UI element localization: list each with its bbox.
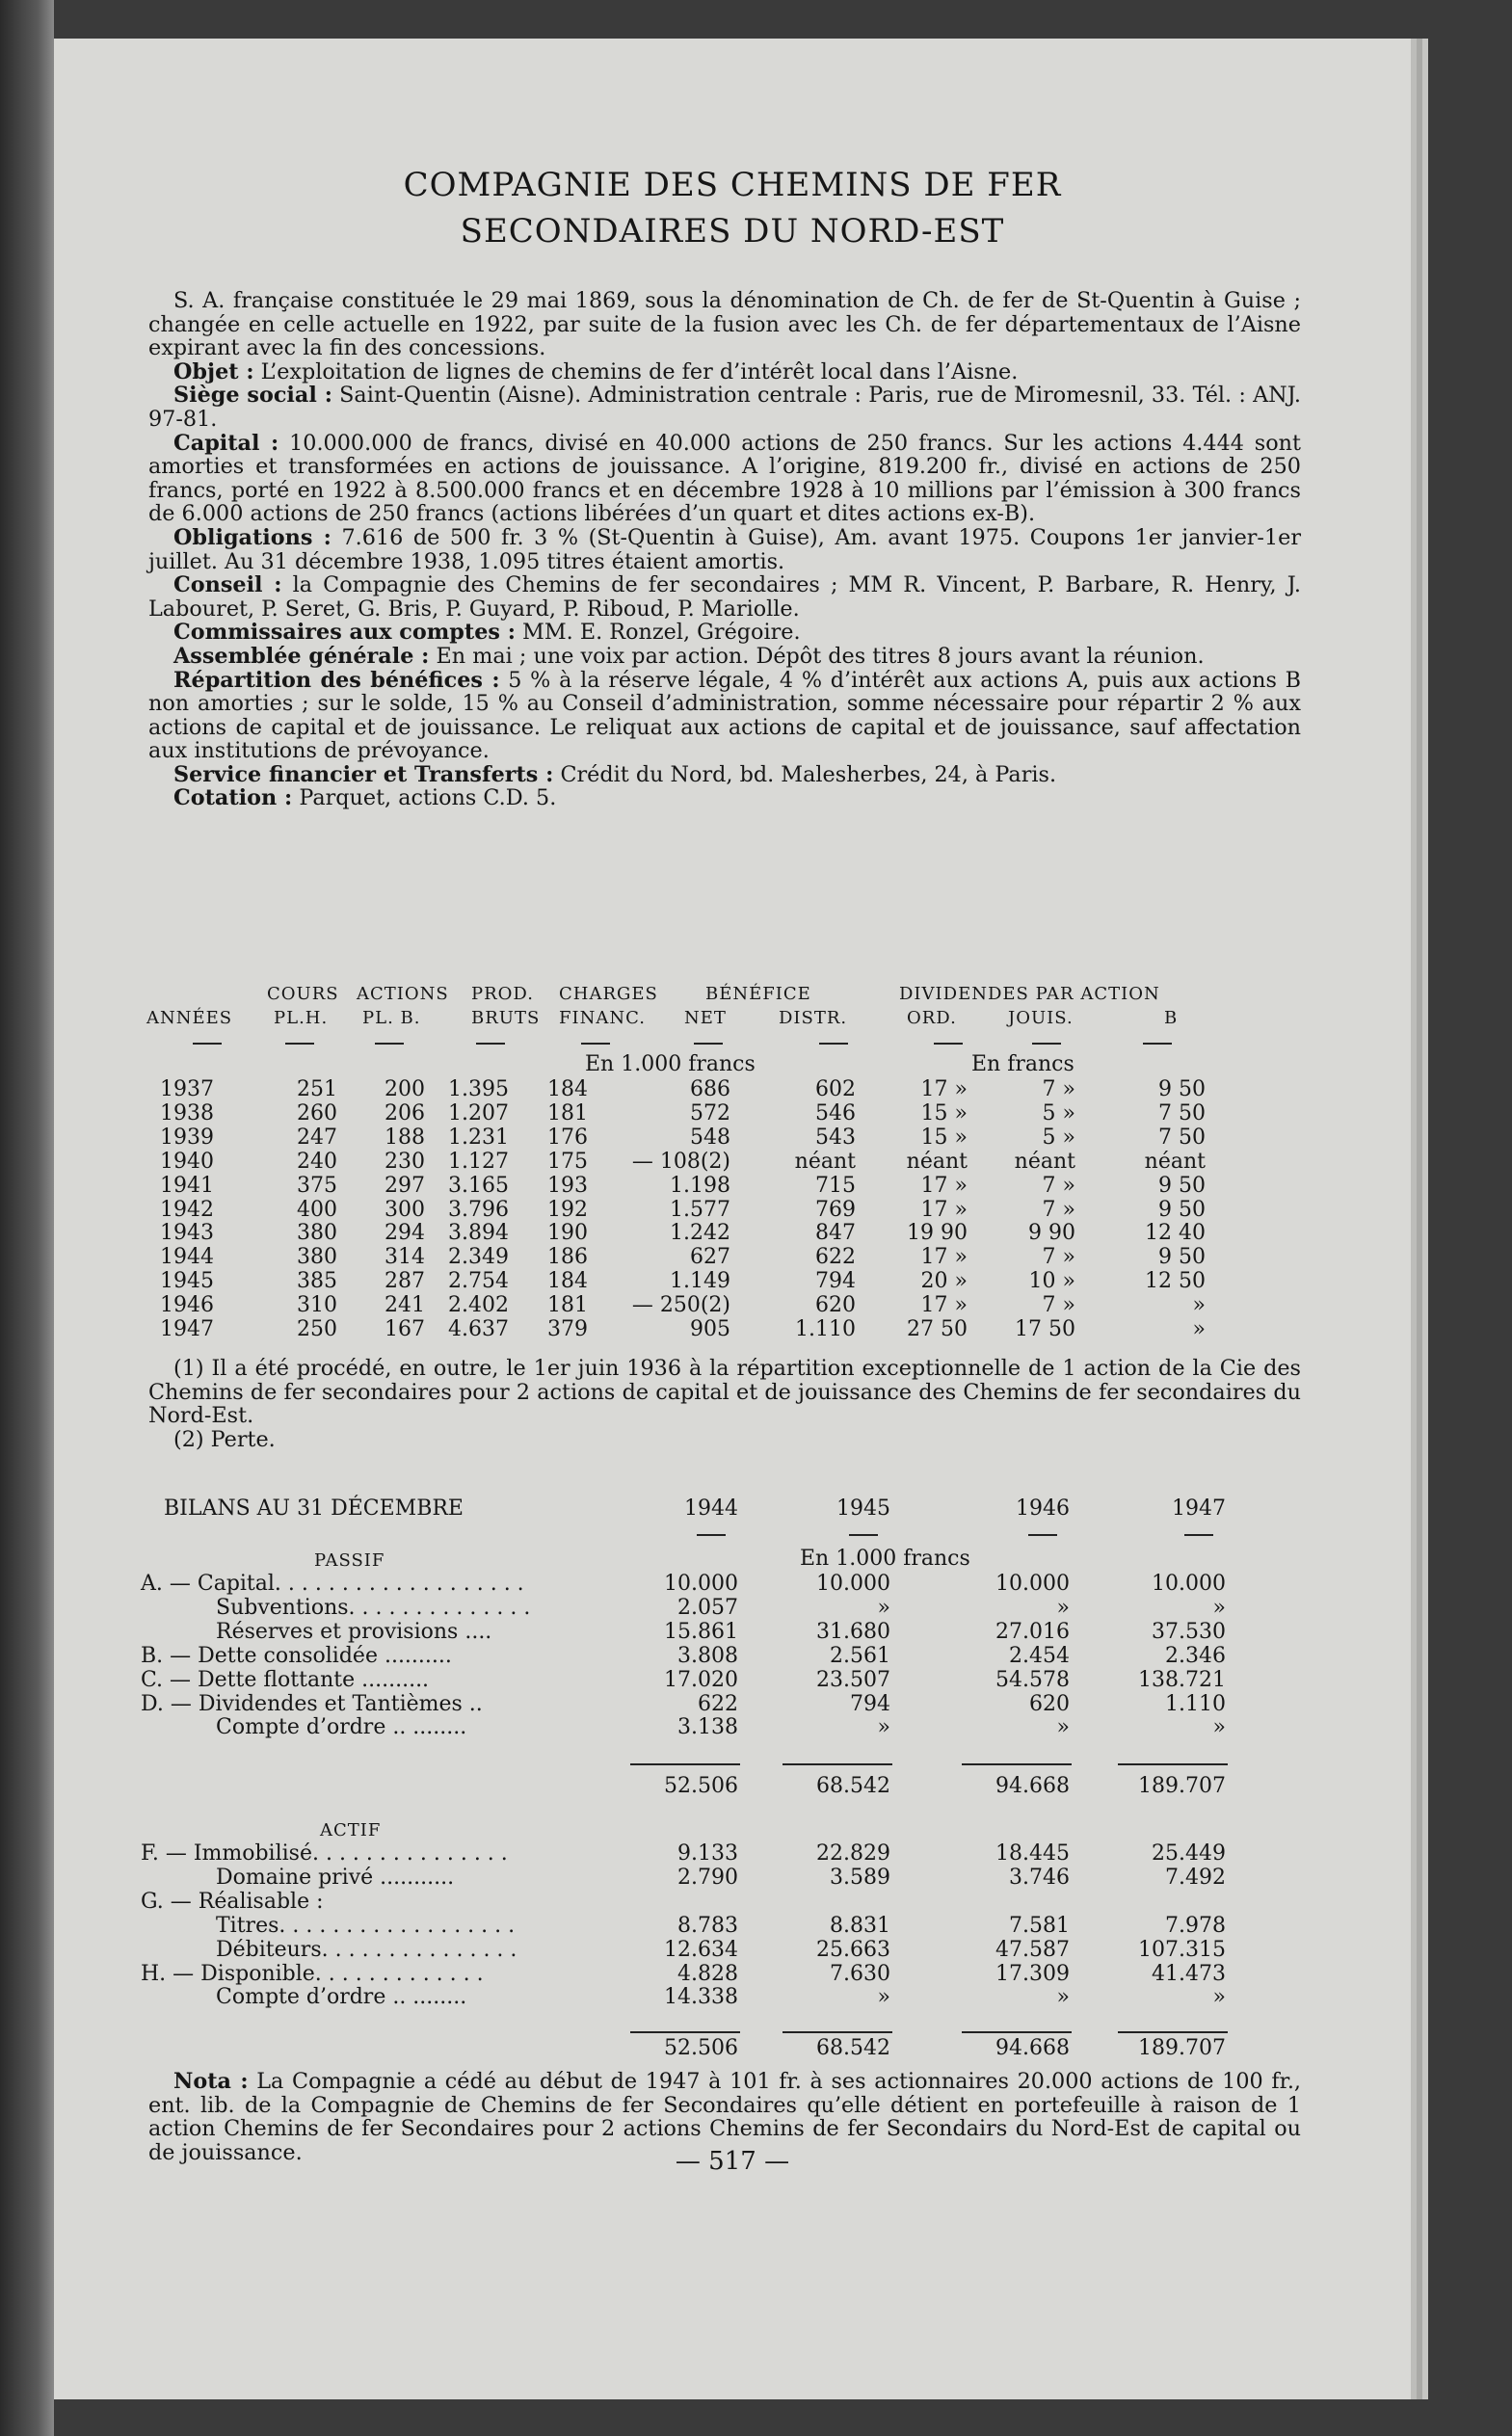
table-cell: 7 »: [1042, 1293, 1075, 1318]
bilans-total: 189.707: [1138, 2036, 1226, 2060]
header-dash: [694, 1043, 723, 1045]
bilans-row-label: Subventions. . . . . . . . . . . . . .: [216, 1595, 531, 1620]
bilans-cell: 25.449: [1152, 1841, 1226, 1866]
info-section: [148, 645, 1301, 669]
bilans-table: [54, 1492, 1411, 2070]
section-label: Conseil :: [173, 572, 282, 598]
table-cell: 9 50: [1158, 1197, 1206, 1222]
total-rule: [1118, 2031, 1228, 2033]
table-cell: néant: [1144, 1149, 1206, 1174]
table-cell: 184: [547, 1269, 588, 1294]
header-b: B: [1164, 1008, 1179, 1028]
table-cell: 1.395: [448, 1077, 509, 1101]
scan-edge: [0, 0, 54, 2436]
table-cell: 3.165: [448, 1173, 509, 1198]
bilans-cell: 7.581: [1009, 1913, 1070, 1938]
bilans-cell: 794: [850, 1691, 890, 1716]
table-cell: 12 40: [1145, 1221, 1206, 1246]
table-cell: 1.231: [448, 1125, 509, 1150]
bilans-row-label: Compte d’ordre .. ........: [216, 1985, 467, 2010]
table-cell: 1.207: [448, 1100, 509, 1125]
bilans-row-label: G. — Réalisable :: [141, 1889, 324, 1914]
bilans-year: 1947: [1172, 1496, 1226, 1521]
actif-label: ACTIF: [320, 1820, 382, 1840]
page-title-line-1: COMPAGNIE DES CHEMINS DE FER: [403, 166, 1062, 204]
table-cell: 2.754: [448, 1269, 509, 1294]
year-dash: [849, 1534, 878, 1536]
header-cours: COURS: [267, 984, 339, 1004]
bilans-cell: 10.000: [1152, 1572, 1226, 1596]
bilans-cell: »: [1212, 1985, 1226, 2010]
table-cell: 1.198: [670, 1173, 730, 1198]
header-distr: DISTR.: [779, 1008, 848, 1028]
table-cell: 375: [297, 1173, 337, 1198]
table-cell: 380: [297, 1221, 337, 1246]
bilans-row-label: Réserves et provisions ....: [216, 1619, 492, 1644]
table-cell: 17 »: [920, 1077, 968, 1101]
bilans-cell: »: [877, 1985, 890, 2010]
section-label: Commissaires aux comptes :: [173, 620, 516, 646]
table-cell: 7 50: [1158, 1125, 1206, 1150]
header-prod: PROD.: [471, 984, 534, 1004]
bilans-cell: 37.530: [1152, 1619, 1226, 1644]
unit-left: En 1.000 francs: [585, 1052, 756, 1076]
table-cell: 15 »: [920, 1100, 968, 1125]
info-section: [148, 526, 1301, 573]
bilans-row-label: Débiteurs. . . . . . . . . . . . . . .: [216, 1937, 517, 1962]
bilans-year: 1946: [1016, 1496, 1070, 1521]
table-cell: 300: [385, 1197, 425, 1222]
footnote-2: (2) Perte.: [173, 1426, 276, 1452]
company-description: [148, 289, 1301, 810]
table-cell-year: 1941: [160, 1173, 214, 1198]
table-cell: 9 90: [1028, 1221, 1075, 1246]
table-cell: 17 »: [920, 1197, 968, 1222]
info-section: [148, 669, 1301, 763]
bilans-total: 52.506: [664, 1774, 738, 1798]
table-cell: 627: [690, 1245, 730, 1270]
page-title-line-2: SECONDAIRES DU NORD-EST: [460, 212, 1005, 251]
table-cell-year: 1938: [160, 1100, 214, 1125]
bilans-cell: »: [877, 1715, 890, 1740]
table-cell: 192: [547, 1197, 588, 1222]
section-label: Siège social :: [173, 383, 332, 409]
bilans-total: 68.542: [816, 2036, 890, 2060]
bilans-cell: 3.746: [1009, 1865, 1070, 1890]
table-cell: 27 50: [907, 1317, 968, 1341]
section-label: Cotation :: [173, 785, 293, 811]
bilans-cell: 7.492: [1165, 1865, 1226, 1890]
header-benefice: BÉNÉFICE: [705, 984, 811, 1004]
table-cell: 181: [547, 1100, 588, 1125]
bilans-cell: 17.309: [995, 1961, 1070, 1986]
year-dash: [1028, 1534, 1057, 1536]
table-cell-year: 1944: [160, 1245, 214, 1270]
bilans-cell: 107.315: [1138, 1937, 1226, 1962]
bilans-unit: En 1.000 francs: [800, 1547, 970, 1571]
table-cell: 200: [385, 1077, 425, 1101]
bilans-cell: 2.790: [677, 1865, 738, 1890]
section-label: Obligations :: [173, 524, 332, 550]
bilans-cell: 622: [698, 1691, 738, 1716]
section-text: 5 % à la réserve légale, 4 % d’intérêt aux actions A, puis aux actions B non amorties ; sur le solde, 15 % au Conseil d’administration, somme nécessaire pour répartir 2 % aux actions de capital et de jouissance. Le reliquat aux actions de capital et de jouissance, sauf affectation aux institutions de prévoyance.: [148, 667, 1301, 764]
section-text: Saint-Quentin (Aisne). Administration centrale : Paris, rue de Miromesnil, 33. Tél. : ANJ. 97-81.: [148, 383, 1301, 432]
table-cell: néant: [794, 1149, 856, 1174]
results-table: [54, 949, 1411, 1354]
total-rule: [1118, 1763, 1228, 1765]
table-cell-year: 1942: [160, 1197, 214, 1222]
bilans-cell: »: [1056, 1985, 1070, 2010]
table-cell: 260: [297, 1100, 337, 1125]
header-charges: CHARGES: [559, 984, 658, 1004]
table-cell: 380: [297, 1245, 337, 1270]
header-dash: [1032, 1043, 1061, 1045]
table-cell: 190: [547, 1221, 588, 1246]
table-cell: 17 »: [920, 1173, 968, 1198]
bilans-cell: 27.016: [995, 1619, 1070, 1644]
table-cell: 287: [385, 1269, 425, 1294]
header-plh: PL.H.: [274, 1008, 329, 1028]
table-cell: 847: [815, 1221, 856, 1246]
bilans-cell: 4.828: [677, 1961, 738, 1986]
section-text: Parquet, actions C.D. 5.: [299, 785, 557, 811]
bilans-year: 1944: [684, 1496, 738, 1521]
table-cell: 297: [385, 1173, 425, 1198]
total-rule: [783, 2031, 892, 2033]
intro-paragraph: S. A. française constituée le 29 mai 1869, sous la dénomination de Ch. de fer de St-Quentin à Guise ; changée en celle actuelle en 1922, par suite de la fusion avec les Ch. de fer départementaux de l’Aisne expirant avec la fin des concessions.: [148, 288, 1301, 361]
table-cell: 17 50: [1015, 1317, 1075, 1341]
table-cell: 19 90: [907, 1221, 968, 1246]
section-text: 10.000.000 de francs, divisé en 40.000 actions de 250 francs. Sur les actions 4.444 sont amorties et transformées en actions de jouissance. A l’origine, 819.200 fr., divisé en actions de 250 francs, porté en 1922 à 8.500.000 francs et en décembre 1928 à 10 millions par l’émission à 300 francs de 6.000 actions de 250 francs (actions libérées d’un quart et dites actions ex-B).: [148, 430, 1301, 527]
bilans-row-label: Titres. . . . . . . . . . . . . . . . . .: [216, 1913, 516, 1938]
section-label: Objet :: [173, 358, 254, 384]
header-dash: [819, 1043, 848, 1045]
bilans-total: 94.668: [995, 2036, 1070, 2060]
table-cell: 17 »: [920, 1293, 968, 1318]
table-cell: 10 »: [1028, 1269, 1075, 1294]
table-cell: 7 »: [1042, 1245, 1075, 1270]
table-cell: 9 50: [1158, 1077, 1206, 1101]
bilans-cell: 2.346: [1165, 1643, 1226, 1668]
info-section: [148, 621, 1301, 645]
bilans-cell: 22.829: [816, 1841, 890, 1866]
table-cell: 1.577: [670, 1197, 730, 1222]
bilans-cell: 7.630: [830, 1961, 890, 1986]
table-cell: 572: [690, 1100, 730, 1125]
table-cell: 175: [547, 1149, 588, 1174]
header-jouis: JOUIS.: [1008, 1008, 1074, 1028]
nota-text: La Compagnie a cédé au début de 1947 à 101 fr. à ses actionnaires 20.000 actions de 100 fr., ent. lib. de la Compagnie de Chemins de fer Secondaires qu’elle détient en portefeuille à raison de 1 action Chemins de fer Secondaires pour 2 actions Chemins de fer Secondairs du Nord-Est de capital ou de jouissance.: [148, 2069, 1302, 2165]
bilans-cell: 10.000: [664, 1572, 738, 1596]
table-cell: 184: [547, 1077, 588, 1101]
bilans-cell: 10.000: [816, 1572, 890, 1596]
total-rule: [630, 1763, 740, 1765]
bilans-cell: 3.808: [677, 1643, 738, 1668]
section-text: L’exploitation de lignes de chemins de fer d’intérêt local dans l’Aisne.: [260, 358, 1019, 384]
table-cell: 385: [297, 1269, 337, 1294]
table-cell-year: 1947: [160, 1317, 214, 1341]
bilans-cell: 14.338: [664, 1985, 738, 2010]
bilans-cell: 17.020: [664, 1667, 738, 1692]
footnotes: [148, 1357, 1301, 1451]
bilans-cell: »: [1212, 1595, 1226, 1620]
bilans-cell: 1.110: [1165, 1691, 1226, 1716]
bilans-cell: »: [1056, 1715, 1070, 1740]
table-cell-year: 1945: [160, 1269, 214, 1294]
table-cell: néant: [906, 1149, 968, 1174]
section-label: Assemblée générale :: [173, 643, 430, 669]
table-cell: 17 »: [920, 1245, 968, 1270]
bilans-cell: 23.507: [816, 1667, 890, 1692]
table-cell: 186: [547, 1245, 588, 1270]
table-cell: 7 »: [1042, 1173, 1075, 1198]
table-cell: 2.402: [448, 1293, 509, 1318]
header-financ: FINANC.: [559, 1008, 646, 1028]
table-cell: 548: [690, 1125, 730, 1150]
section-text: MM. E. Ronzel, Grégoire.: [522, 620, 801, 646]
table-cell: 1.127: [448, 1149, 509, 1174]
table-cell: 240: [297, 1149, 337, 1174]
table-cell: 7 »: [1042, 1077, 1075, 1101]
table-cell: 251: [297, 1077, 337, 1101]
table-cell: 543: [815, 1125, 856, 1150]
total-rule: [630, 2031, 740, 2033]
table-cell: 2.349: [448, 1245, 509, 1270]
header-dash: [285, 1043, 314, 1045]
info-section: [148, 360, 1301, 384]
bilans-cell: 620: [1029, 1691, 1070, 1716]
table-cell: 5 »: [1042, 1100, 1075, 1125]
table-cell: 1.149: [670, 1269, 730, 1294]
table-cell: 12 50: [1145, 1269, 1206, 1294]
header-net: NET: [684, 1008, 727, 1028]
bilans-cell: 2.561: [830, 1643, 890, 1668]
total-rule: [783, 1763, 892, 1765]
header-dash: [375, 1043, 404, 1045]
bilans-cell: 2.454: [1009, 1643, 1070, 1668]
table-cell: 794: [815, 1269, 856, 1294]
table-cell: 546: [815, 1100, 856, 1125]
info-section: [148, 763, 1301, 787]
table-cell: 241: [385, 1293, 425, 1318]
table-cell: 247: [297, 1125, 337, 1150]
header-annees: ANNÉES: [146, 1008, 233, 1028]
bilans-cell: 47.587: [995, 1937, 1070, 1962]
header-plb: PL. B.: [362, 1008, 421, 1028]
table-cell: 905: [690, 1317, 730, 1341]
table-cell: 620: [815, 1293, 856, 1318]
table-cell: 310: [297, 1293, 337, 1318]
table-cell-year: 1939: [160, 1125, 214, 1150]
table-cell: 400: [297, 1197, 337, 1222]
table-cell: 250: [297, 1317, 337, 1341]
table-cell: 7 »: [1042, 1197, 1075, 1222]
section-text: 7.616 de 500 fr. 3 % (St-Quentin à Guise), Am. avant 1975. Coupons 1er janvier-1er juillet. Au 31 décembre 1938, 1.095 titres étaient amortis.: [148, 524, 1301, 574]
info-section: [148, 573, 1301, 621]
table-cell: 3.894: [448, 1221, 509, 1246]
bilans-cell: 31.680: [816, 1619, 890, 1644]
table-cell: 176: [547, 1125, 588, 1150]
document-page: [54, 39, 1411, 2399]
passif-label: PASSIF: [314, 1550, 385, 1571]
header-dash: [581, 1043, 610, 1045]
bilans-cell: 138.721: [1138, 1667, 1226, 1692]
table-cell: 15 »: [920, 1125, 968, 1150]
header-actions: ACTIONS: [357, 984, 449, 1004]
total-rule: [962, 1763, 1072, 1765]
bilans-cell: »: [1212, 1715, 1226, 1740]
bilans-cell: 25.663: [816, 1937, 890, 1962]
table-cell: 206: [385, 1100, 425, 1125]
table-cell: — 108(2): [631, 1149, 730, 1174]
table-cell: 294: [385, 1221, 425, 1246]
bilans-row-label: F. — Immobilisé. . . . . . . . . . . . . . .: [141, 1841, 508, 1866]
table-cell: — 250(2): [631, 1293, 730, 1318]
info-sections: [148, 360, 1301, 810]
bilans-row-label: Domaine privé ...........: [216, 1865, 455, 1890]
table-cell: 181: [547, 1293, 588, 1318]
table-cell: néant: [1014, 1149, 1075, 1174]
bilans-row-label: C. — Dette flottante ..........: [141, 1667, 430, 1692]
bilans-title: BILANS AU 31 DÉCEMBRE: [164, 1496, 464, 1521]
table-cell: 769: [815, 1197, 856, 1222]
header-dash: [193, 1043, 222, 1045]
section-label: Répartition des bénéfices :: [173, 667, 500, 693]
page-number: — 517 —: [675, 2147, 790, 2176]
section-text: Crédit du Nord, bd. Malesherbes, 24, à Paris.: [560, 761, 1057, 787]
bilans-total: 68.542: [816, 1774, 890, 1798]
table-cell: 193: [547, 1173, 588, 1198]
section-text: En mai ; une voix par action. Dépôt des titres 8 jours avant la réunion.: [436, 643, 1205, 669]
table-cell-year: 1940: [160, 1149, 214, 1174]
bilans-cell: »: [877, 1595, 890, 1620]
bilans-row-label: B. — Dette consolidée ..........: [141, 1643, 452, 1668]
info-section: [148, 384, 1301, 431]
table-cell: 715: [815, 1173, 856, 1198]
header-dash: [934, 1043, 963, 1045]
section-text: la Compagnie des Chemins de fer secondaires ; MM R. Vincent, P. Barbare, R. Henry, J. Labouret, P. Seret, G. Bris, P. Guyard, P. Riboud, P. Mariolle.: [148, 572, 1301, 622]
table-cell: 3.796: [448, 1197, 509, 1222]
table-cell: 622: [815, 1245, 856, 1270]
table-cell-year: 1943: [160, 1221, 214, 1246]
bilans-cell: 7.978: [1165, 1913, 1226, 1938]
table-cell: 686: [690, 1077, 730, 1101]
table-cell: 9 50: [1158, 1245, 1206, 1270]
year-dash: [1184, 1534, 1213, 1536]
header-ord: ORD.: [907, 1008, 957, 1028]
bilans-cell: 8.831: [830, 1913, 890, 1938]
bilans-cell: 9.133: [677, 1841, 738, 1866]
table-cell: 20 »: [920, 1269, 968, 1294]
unit-right: En francs: [971, 1052, 1074, 1076]
table-cell: 167: [385, 1317, 425, 1341]
year-dash: [697, 1534, 726, 1536]
bilans-cell: 3.138: [677, 1715, 738, 1740]
bilans-cell: 3.589: [830, 1865, 890, 1890]
table-cell: 379: [547, 1317, 588, 1341]
header-dividendes: DIVIDENDES PAR ACTION: [899, 984, 1160, 1004]
bilans-cell: »: [1056, 1595, 1070, 1620]
table-cell: 4.637: [448, 1317, 509, 1341]
table-cell: 9 50: [1158, 1173, 1206, 1198]
bilans-cell: 41.473: [1152, 1961, 1226, 1986]
table-cell: 230: [385, 1149, 425, 1174]
bilans-year: 1945: [836, 1496, 890, 1521]
bilans-total: 189.707: [1138, 1774, 1226, 1798]
header-dash: [1143, 1043, 1172, 1045]
table-cell: 602: [815, 1077, 856, 1101]
bilans-cell: 2.057: [677, 1595, 738, 1620]
table-cell-year: 1946: [160, 1293, 214, 1318]
bilans-row-label: A. — Capital. . . . . . . . . . . . . . . . . . .: [141, 1572, 524, 1596]
bilans-row-label: Compte d’ordre .. ........: [216, 1715, 467, 1740]
table-cell: 5 »: [1042, 1125, 1075, 1150]
section-label: Service financier et Transferts :: [173, 761, 554, 787]
nota-label: Nota :: [173, 2069, 249, 2094]
table-cell: 1.110: [795, 1317, 856, 1341]
table-cell: 188: [385, 1125, 425, 1150]
footnote-1: (1) Il a été procédé, en outre, le 1er juin 1936 à la répartition exceptionnelle de 1 action de la Cie des Chemins de fer secondaires pour 2 actions de capital et de jouissance des Chemins de fer secondaires du Nord-Est.: [148, 1356, 1301, 1429]
header-dash: [476, 1043, 505, 1045]
table-cell: »: [1192, 1317, 1206, 1341]
info-section: [148, 432, 1301, 526]
bilans-row-label: H. — Disponible. . . . . . . . . . . . .: [141, 1961, 484, 1986]
table-cell: 1.242: [670, 1221, 730, 1246]
bilans-cell: 8.783: [677, 1913, 738, 1938]
bilans-cell: 18.445: [995, 1841, 1070, 1866]
section-label: Capital :: [173, 430, 279, 456]
bilans-cell: 15.861: [664, 1619, 738, 1644]
table-cell: 7 50: [1158, 1100, 1206, 1125]
table-cell: »: [1192, 1293, 1206, 1318]
bilans-total: 52.506: [664, 2036, 738, 2060]
bilans-cell: 12.634: [664, 1937, 738, 1962]
bilans-row-label: D. — Dividendes et Tantièmes ..: [141, 1691, 483, 1716]
bilans-total: 94.668: [995, 1774, 1070, 1798]
header-bruts: BRUTS: [471, 1008, 541, 1028]
total-rule: [962, 2031, 1072, 2033]
bilans-cell: 10.000: [995, 1572, 1070, 1596]
bilans-cell: 54.578: [995, 1667, 1070, 1692]
info-section: [148, 786, 1301, 810]
table-cell: 314: [385, 1245, 425, 1270]
table-cell-year: 1937: [160, 1077, 214, 1101]
